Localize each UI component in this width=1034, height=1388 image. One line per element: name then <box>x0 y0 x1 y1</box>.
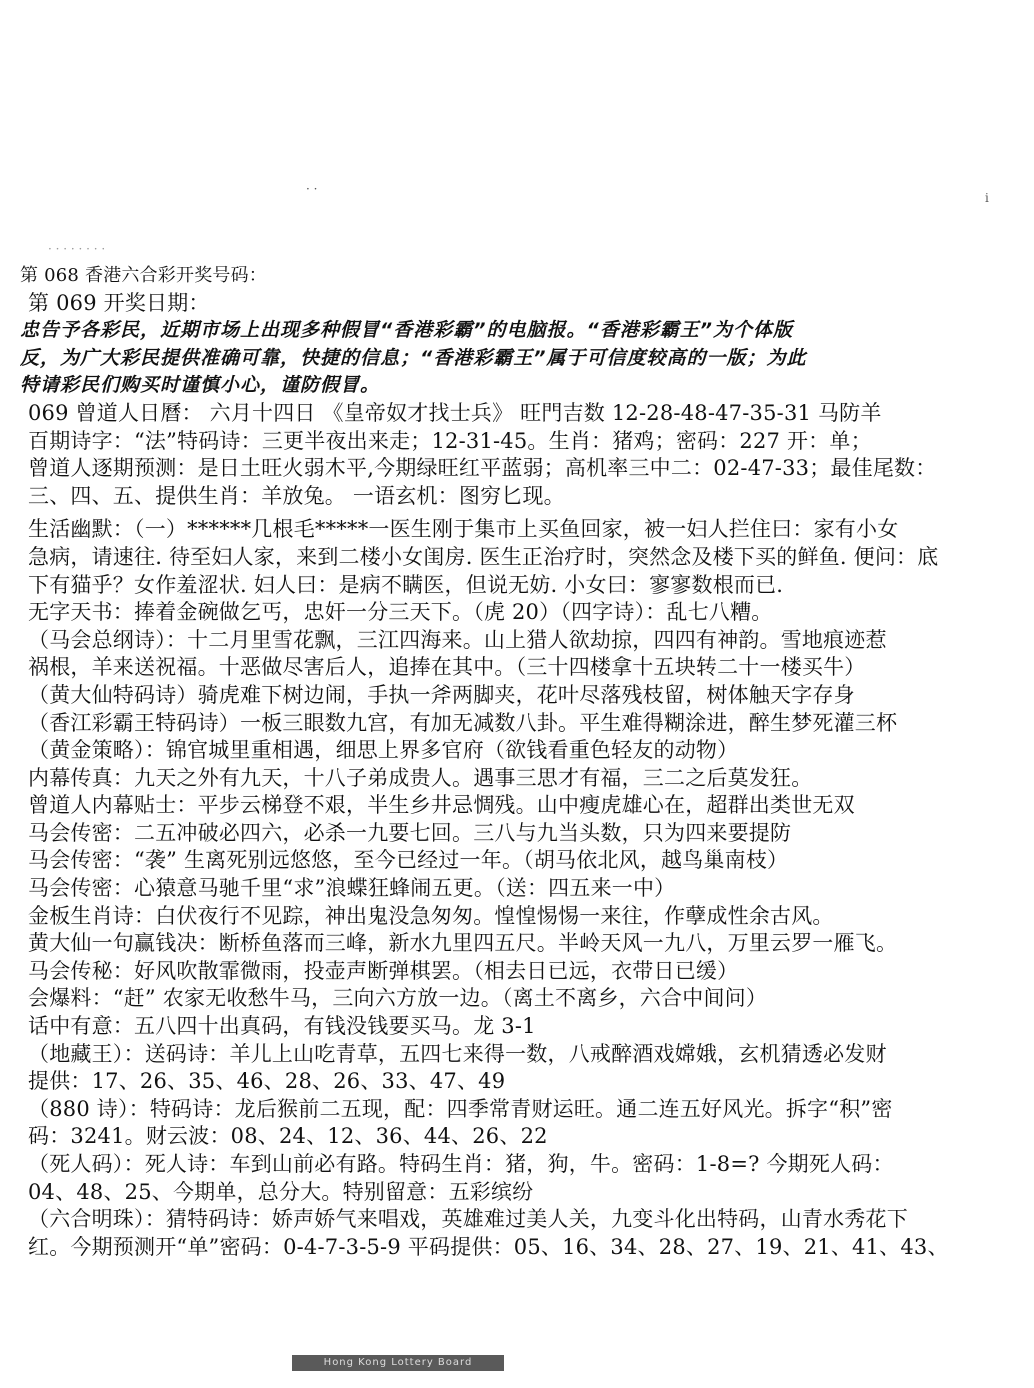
text-line: 无字天书：捧着金碗做乞丐，忠奸一分三天下。（虎 20）（四字诗）：乱七八糟。 <box>28 600 773 625</box>
text-line: 马会传秘：好风吹散霏微雨，投壶声断弹棋罢。（相去日已远，衣带日已缓） <box>28 958 739 983</box>
text-line: 祸根，羊来送祝福。十恶做尽害后人，追捧在其中。（三十四楼拿十五块转二十一楼买牛） <box>28 655 866 680</box>
poem-line: 百期诗字：“法”特码诗：三更半夜出来走；12-31-45。生肖：猪鸡；密码：227 开：单； <box>28 428 872 453</box>
text-line: 金板生肖诗：白伏夜行不见踪，神出鬼没急匆匆。惶惶惕惕一来往，作孽成性余古风。 <box>28 903 834 928</box>
text-line: 马会传密：心猿意马驰千里“求”浪蝶狂蜂闹五更。（送：四五来一中） <box>28 876 676 901</box>
text-line: （香江彩霸王特码诗）一板三眼数九宫，有加无减数八卦。平生难得糊涂进，醉生梦死灌三杯 <box>28 710 898 735</box>
footer-banner: Hong Kong Lottery Board <box>292 1355 504 1371</box>
draw-date-heading: 第 069 开奖日期： <box>28 290 210 315</box>
text-line: （黄大仙特码诗）骑虎难下树边闹，手执一斧两脚夹，花叶尽落残枝留，树体触天字存身 <box>28 682 855 707</box>
scan-speck: · · · · · · · · <box>48 242 106 256</box>
scan-speck: i <box>985 191 989 205</box>
humor-line: 下有猫乎？女作羞涩状. 妇人曰：是病不瞒医，但说无妨. 小女曰：寥寥数根而已. <box>28 572 784 597</box>
humor-line: 生活幽默：（一）******几根毛*****一医生刚于集市上买鱼回家，被一妇人拦住曰：家有小女 <box>28 517 899 542</box>
warning-notice-line: 忠告予各彩民，近期市场上出现多种假冒“香港彩霸”的电脑报。“香港彩霸王”为个体版 <box>20 319 793 342</box>
warning-notice-line: 特请彩民们购买时谨慎小心，谨防假冒。 <box>20 374 381 397</box>
text-line: 马会传密：“袭” 生离死别远悠悠，至今已经过一年。（胡马依北风，越鸟巢南枝） <box>28 848 789 873</box>
text-line: （六合明珠）：猜特码诗：娇声娇气来唱戏，英雄难过美人关，九变斗化出特码，山青水秀花下 <box>28 1207 908 1232</box>
text-line: （黄金策略）：锦官城里重相遇，细思上界多官府（欲钱看重色轻友的动物） <box>28 738 739 763</box>
text-line: （死人码）：死人诗：车到山前必有路。特码生肖：猪，狗，牛。密码：1-8=? 今期死人码： <box>28 1152 894 1176</box>
humor-line: 急病，请速往. 待至妇人家，来到二楼小女闺房. 医生正治疗时，突然念及楼下买的鲜鱼. 便问：底 <box>28 544 939 569</box>
text-line: 内幕传真：九天之外有九天，十八子弟成贵人。遇事三思才有福，三二之后莫发狂。 <box>28 765 813 790</box>
draw-result-heading: 第 068 香港六合彩开奖号码： <box>20 265 267 286</box>
text-line: 会爆料：“赶” 农家无收愁牛马，三向六方放一边。（离土不离乡，六合中间问） <box>28 986 768 1011</box>
text-line: 红。今期预测开“单”密码：0-4-7-3-5-9 平码提供：05、16、34、28、27、19、21、41、43、 <box>28 1234 949 1259</box>
text-line: 话中有意：五八四十出真码，有钱没钱要买马。龙 3-1 <box>28 1014 536 1039</box>
prediction-line: 三、四、五、提供生肖：羊放兔。 一语玄机：图穷匕现。 <box>28 483 565 508</box>
prediction-line: 曾道人逐期预测：是日土旺火弱木平,今期绿旺红平蓝弱；高机率三中二：02-47-33；最佳尾数： <box>28 456 937 481</box>
calendar-line: 069 曾道人日曆： 六月十四日 《皇帝奴才找士兵》 旺門吉数 12-28-48-47-35-31 马防羊 <box>28 400 882 425</box>
text-line: 马会传密：二五冲破必四六，必杀一九要七回。三八与九当头数，只为四来要提防 <box>28 820 792 845</box>
text-line: （880 诗）：特码诗：龙后猴前二五现，配：四季常青财运旺。通二连五好风光。拆字“积”密 <box>28 1096 893 1121</box>
text-line: （地藏王）：送码诗：羊儿上山吃青草，五四七来得一数，八戒醉酒戏嫦娥，玄机猜透必发财 <box>28 1041 887 1066</box>
scan-speck: · · <box>306 182 318 196</box>
text-line: 提供：17、26、35、46、28、26、33、47、49 <box>28 1069 506 1094</box>
text-line: （马会总纲诗）：十二月里雪花飘，三江四海来。山上猎人欲劫掠，四四有神韵。雪地痕迹惹 <box>28 627 887 652</box>
text-line: 04、48、25、今期单，总分大。特别留意：五彩缤纷 <box>28 1179 534 1204</box>
text-line: 码：3241。财云波：08、24、12、36、44、26、22 <box>28 1124 548 1149</box>
warning-notice-line: 反，为广大彩民提供准确可靠，快捷的信息；“香港彩霸王”属于可信度较高的一版；为此 <box>20 346 807 369</box>
text-line: 黄大仙一句赢钱决：断桥鱼落而三峰，新水九里四五尺。半岭天风一九八，万里云罗一雁飞。 <box>28 931 898 956</box>
document-body <box>20 262 1020 1261</box>
text-line: 曾道人内幕贴士：平步云梯登不艰，半生乡井忌惆残。山中瘦虎雄心在，超群出类世无双 <box>28 793 855 818</box>
